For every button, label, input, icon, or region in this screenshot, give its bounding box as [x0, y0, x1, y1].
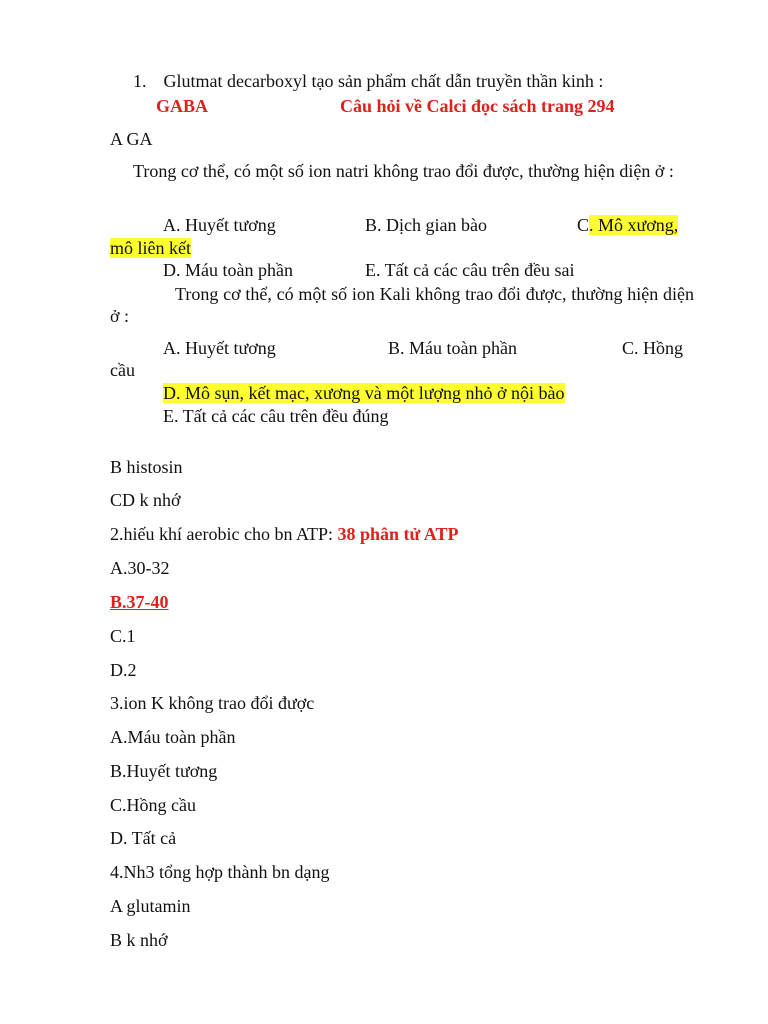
q1-note: Câu hỏi về Calci đọc sách trang 294 [340, 96, 615, 116]
answer-a-ga: A GA [110, 129, 153, 149]
q4-option-b: B k nhớ [110, 930, 168, 950]
natri-option-c [577, 214, 678, 236]
kali-option-b: B. Máu toàn phần [388, 338, 517, 358]
natri-option-c-highlight: . Mô xương, [589, 215, 679, 235]
q1-line [133, 70, 603, 92]
natri-option-b: B. Dịch gian bào [365, 215, 487, 235]
q3-option-b: B.Huyết tương [110, 761, 218, 781]
q4-text: 4.Nh3 tổng hợp thành bn dạng [110, 862, 330, 882]
kali-option-c-continued: cầu [110, 360, 135, 380]
answer-cd: CD k nhớ [110, 490, 181, 510]
q2-option-d: D.2 [110, 660, 137, 680]
q2-answer: 38 phân tử ATP [337, 524, 459, 544]
kali-option-a: A. Huyết tương [163, 338, 276, 358]
kali-option-c: C. Hồng [622, 338, 684, 358]
q4-option-a: A glutamin [110, 896, 191, 916]
q2-option-b: B.37-40 [110, 592, 169, 612]
natri-option-a: A. Huyết tương [163, 215, 276, 235]
q3-option-c: C.Hồng cầu [110, 795, 196, 815]
kali-question: Trong cơ thể, có một số ion Kali không trao đổi được, thường hiện diện ở : [110, 284, 694, 326]
kali-option-e: E. Tất cả các câu trên đều đúng [163, 406, 389, 426]
natri-question: Trong cơ thể, có một số ion natri không trao đổi được, thường hiện diện ở : [133, 161, 674, 181]
q3-option-a: A.Máu toàn phần [110, 727, 236, 747]
q1-number: 1. [133, 71, 147, 91]
natri-option-c-continued: mô liên kết [110, 238, 191, 258]
kali-option-d: D. Mô sụn, kết mạc, xương và một lượng nhỏ ở nội bào [163, 383, 565, 403]
natri-option-c-prefix: C [577, 215, 590, 235]
q3-text: 3.ion K không trao đổi được [110, 693, 315, 713]
q2-option-a: A.30-32 [110, 558, 170, 578]
natri-option-d: D. Máu toàn phần [163, 260, 293, 280]
q2-option-c: C.1 [110, 626, 136, 646]
q1-answer: GABA [156, 96, 209, 116]
q1-text: Glutmat decarboxyl tạo sản phẩm chất dẫn truyền thần kinh : [163, 71, 604, 91]
q2-text: 2.hiếu khí aerobic cho bn ATP: [110, 524, 333, 544]
answer-b-histosin: B histosin [110, 457, 183, 477]
q3-option-d: D. Tất cả [110, 828, 177, 848]
natri-option-e: E. Tất cả các câu trên đều sai [365, 260, 575, 280]
q2-line [110, 523, 458, 545]
